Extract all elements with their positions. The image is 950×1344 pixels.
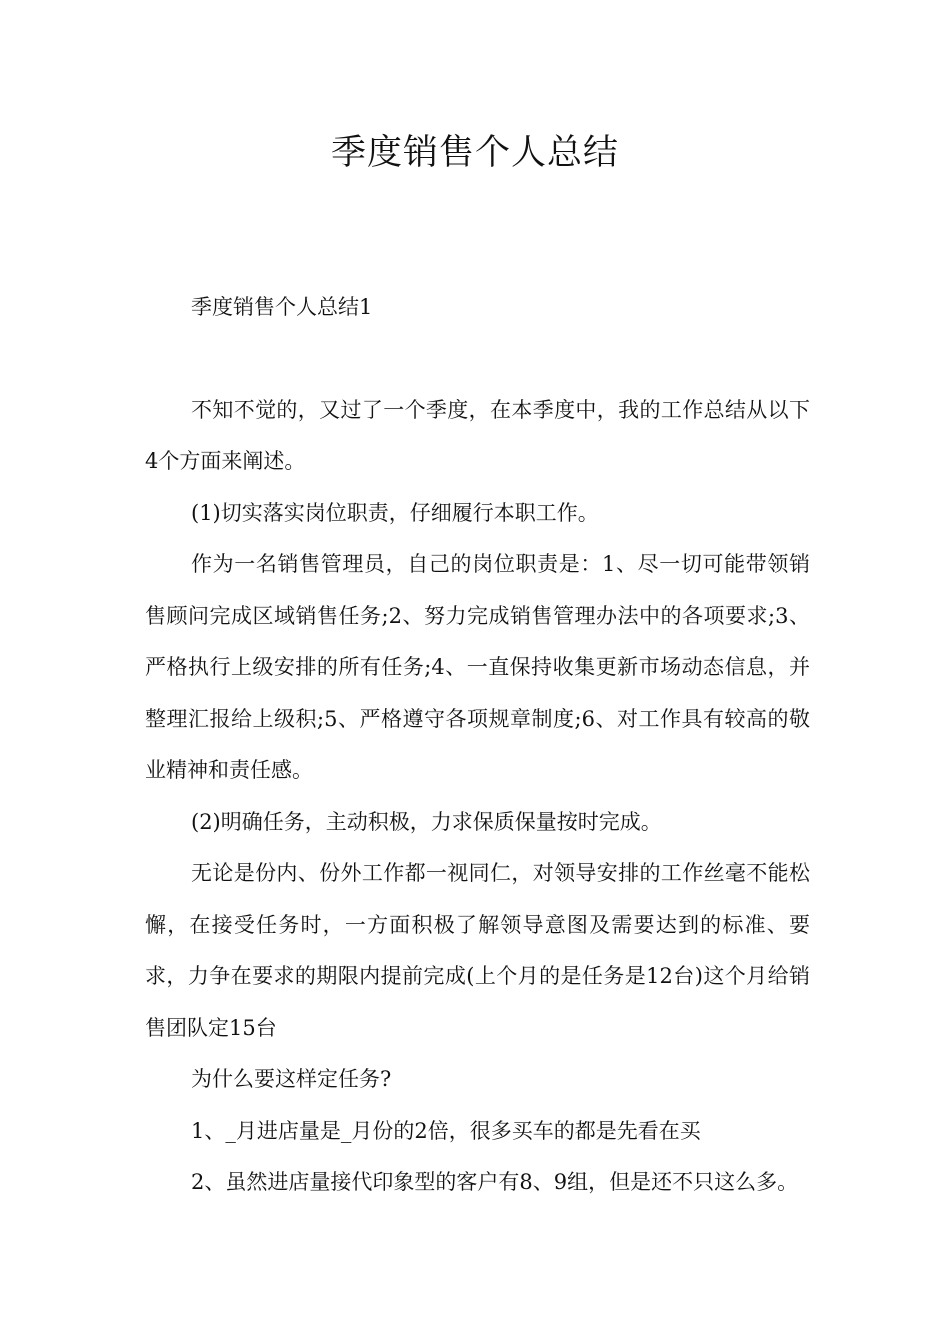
paragraph-reason-1: 1、_月进店量是_月份的2倍，很多买车的都是先看在买 [191, 1118, 701, 1143]
paragraph-reason-2: 2、虽然进店量接代印象型的客户有8、9组，但是还不只这么多。 [191, 1170, 799, 1194]
section-heading: 季度销售个人总结1 [191, 295, 373, 319]
document-title: 季度销售个人总结 [330, 133, 619, 173]
paragraph-task-attitude: 无论是份内、份外工作都一视同仁，对领导安排的工作丝毫不能松懈，在接受任务时，一方面积极了解领导意图及需要达到的标准、要求，力争在要求的期限内提前完成(上个月的是任务是12台)这个月给销售团队定15台 [145, 861, 810, 1040]
paragraph-job-duties: 作为一名销售管理员，自己的岗位职责是：1、尽一切可能带领销售顾问完成区域销售任务;2、努力完成销售管理办法中的各项要求;3、严格执行上级安排的所有任务;4、一直保持收集更新市场动态信息，并整理汇报给上级积;5、严格遵守各项规章制度;6、对工作具有较高的敬业精神和责任感。 [145, 552, 810, 782]
paragraph-point-1-heading: (1)切实落实岗位职责，仔细履行本职工作。 [191, 500, 599, 525]
paragraph-question: 为什么要这样定任务? [191, 1067, 392, 1091]
paragraph-intro: 不知不觉的，又过了一个季度，在本季度中，我的工作总结从以下4个方面来阐述。 [145, 397, 810, 473]
paragraph-point-2-heading: (2)明确任务，主动积极，力求保质保量按时完成。 [191, 809, 662, 834]
document-body [145, 282, 810, 1209]
